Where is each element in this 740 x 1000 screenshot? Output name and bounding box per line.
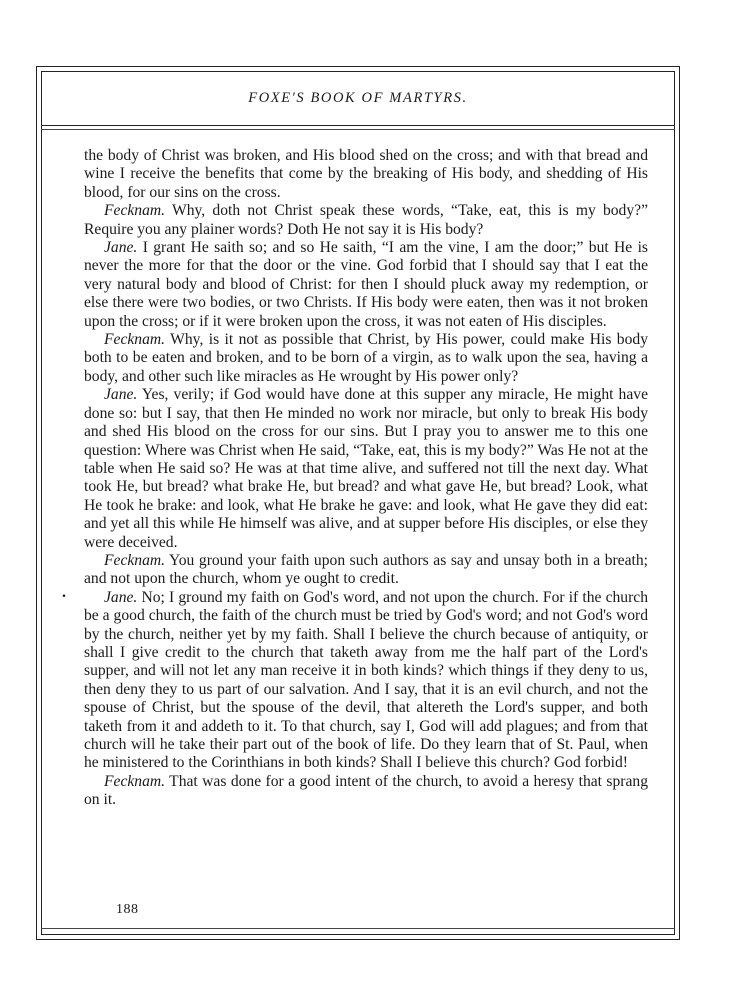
- paragraph-text: the body of Christ was broken, and His blood shed on the cross; and with that bread and wine I receive the benefits that come by the breaking of His body, and shedding of His blood, for our sins on the cross.: [84, 147, 648, 201]
- paragraph-text: Yes, verily; if God would have done at this supper any miracle, He might have done so: but I say, that then He minded no work nor miracle, but only to break His body and shed His blood on the cross for our sins. But I pray you to answer me to this one question: Where was Christ when He said, “Take, eat, this is my body?” Was He not at the table when He said so? He was at that time alive, and suffered not till the next day. What took He, but bread? what brake He, but bread? and what gave He, but bread? Look, what He took he brake: and look, what He brake he gave: and look, what He gave they did eat: and yet all this while He himself was alive, and at supper before His disciples, or else they were deceived.: [84, 386, 648, 551]
- paragraph-text: Why, doth not Christ speak these words, “Take, eat, this is my body?” Require you any plainer words? Doth He not say it is His body?: [84, 202, 648, 238]
- page-number: 188: [116, 902, 139, 917]
- paragraph-text: That was done for a good intent of the church, to avoid a heresy that sprang on it.: [84, 772, 648, 809]
- speaker-name: Jane.: [104, 239, 138, 257]
- paragraph-text: No; I ground my faith on God's word, and not upon the church. For if the church be a good church, the faith of the church must be tried by God's word; and not God's word by the church, neither yet by my faith. Shall I believe the church because of antiquity, or shall I give credit to the church that taketh away from me the half part of the Lord's supper, and will not let any man receive it in both kinds? which things if they deny to us, then deny they to us part of our salvation. And I say, that it is an evil church, and not the spouse of Christ, but the spouse of the devil, that altereth the Lord's supper, and both taketh from it and addeth to it. To that church, say I, God will add plagues; and from that church will he take their part out of the book of life. Do they learn that of St. Paul, when he ministered to the Corinthians in both kinds? Shall I believe this church? God forbid!: [84, 588, 648, 772]
- paragraph: [84, 147, 648, 202]
- paragraph: [84, 331, 648, 386]
- header-rule-thin: [41, 129, 675, 130]
- paragraph: [84, 386, 648, 552]
- speaker-name: Fecknam.: [104, 772, 166, 790]
- speaker-name: Jane.: [104, 386, 138, 404]
- paragraph-text: I grant He saith so; and so He saith, “I am the vine, I am the door;” but He is never the more for that the door or the vine. God forbid that I should say that I eat the very natural body and blood of Christ: for then I should pluck away my redemption, or else there were two bodies, or two Christs. If His body were eaten, then was it not broken upon the cross; or if it were broken upon the cross, it was not eaten of His disciples.: [84, 239, 648, 330]
- speaker-name: Fecknam.: [104, 551, 166, 569]
- page-body: [84, 147, 648, 810]
- paragraph-text: Why, is it not as possible that Christ, by His power, could make His body both to be eaten and broken, and to be born of a virgin, as to walk upon the sea, having a body, and other such like miracles as He wrought by His power only?: [84, 331, 648, 385]
- paragraph: [84, 773, 648, 810]
- speaker-name: Fecknam.: [104, 202, 166, 220]
- header-rule: [41, 125, 675, 126]
- paragraph: [84, 589, 648, 773]
- speaker-name: Fecknam.: [104, 331, 166, 349]
- running-header: FOXE'S BOOK OF MARTYRS.: [248, 90, 468, 106]
- paragraph: [84, 202, 648, 239]
- paragraph: [84, 552, 648, 589]
- speaker-name: Jane.: [104, 588, 138, 606]
- paragraph: [84, 239, 648, 331]
- footer-rule: [41, 928, 675, 929]
- paragraph-text: You ground your faith upon such authors as say and unsay both in a breath; and not upon the church, whom ye ought to credit.: [84, 551, 648, 588]
- margin-mark: .: [62, 584, 66, 601]
